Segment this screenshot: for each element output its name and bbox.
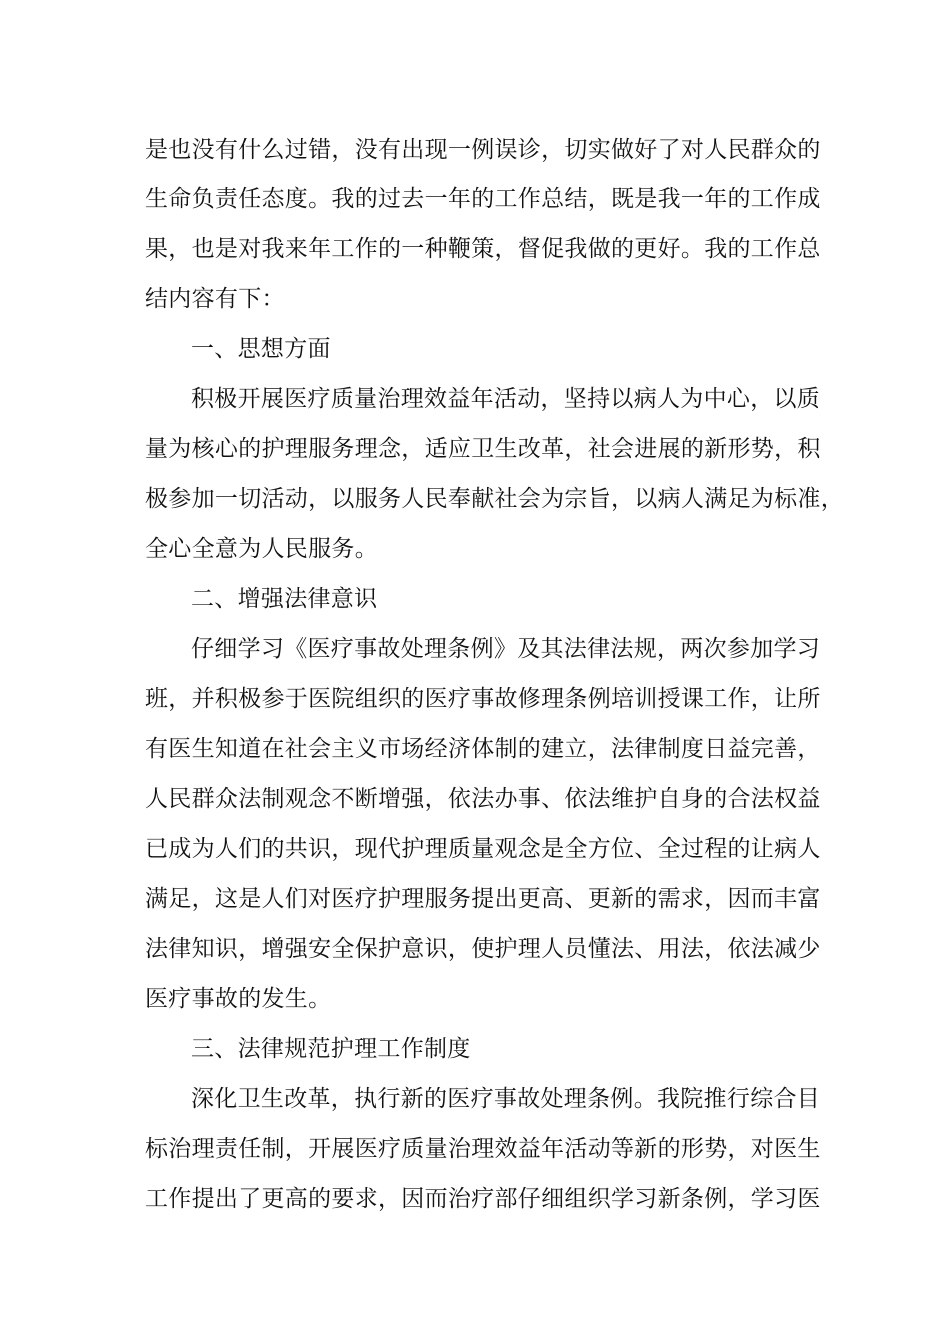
body-text-line: 结内容有下：	[145, 286, 285, 312]
paragraph-first-line: 积极开展医疗质量治理效益年活动，坚持以病人为中心，以质	[191, 386, 821, 412]
body-text-line: 极参加一切活动，以服务人民奉献社会为宗旨，以病人满足为标准，	[145, 486, 844, 512]
body-text-line: 法律知识，增强安全保护意识，使护理人员懂法、用法，依法减少	[145, 936, 821, 962]
body-text-line: 已成为人们的共识，现代护理质量观念是全方位、全过程的让病人	[145, 836, 821, 862]
section-heading-thought: 一、思想方面	[191, 336, 331, 362]
body-text-line: 量为核心的护理服务理念，适应卫生改革，社会进展的新形势，积	[145, 436, 821, 462]
body-text-line: 全心全意为人民服务。	[145, 536, 378, 562]
paragraph-first-line: 仔细学习《医疗事故处理条例》及其法律法规，两次参加学习	[191, 636, 821, 662]
body-text-line: 生命负责任态度。我的过去一年的工作总结，既是我一年的工作成	[145, 186, 821, 212]
paragraph-first-line: 深化卫生改革，执行新的医疗事故处理条例。我院推行综合目	[191, 1086, 821, 1112]
body-text-line: 是也没有什么过错，没有出现一例误诊，切实做好了对人民群众的	[145, 137, 821, 163]
body-text-line: 医疗事故的发生。	[145, 986, 332, 1012]
body-text-line: 果，也是对我来年工作的一种鞭策，督促我做的更好。我的工作总	[145, 236, 821, 262]
body-text-line: 工作提出了更高的要求，因而治疗部仔细组织学习新条例，学习医	[145, 1186, 821, 1212]
section-heading-nursing-rules: 三、法律规范护理工作制度	[191, 1036, 471, 1062]
body-text-line: 有医生知道在社会主义市场经济体制的建立，法律制度日益完善，	[145, 736, 821, 762]
section-heading-law-awareness: 二、增强法律意识	[191, 586, 378, 612]
body-text-line: 人民群众法制观念不断增强，依法办事、依法维护自身的合法权益	[145, 786, 821, 812]
body-text-line: 班，并积极参于医院组织的医疗事故修理条例培训授课工作，让所	[145, 686, 821, 712]
body-text-line: 满足，这是人们对医疗护理服务提出更高、更新的需求，因而丰富	[145, 886, 821, 912]
body-text-line: 标治理责任制，开展医疗质量治理效益年活动等新的形势，对医生	[145, 1136, 821, 1162]
